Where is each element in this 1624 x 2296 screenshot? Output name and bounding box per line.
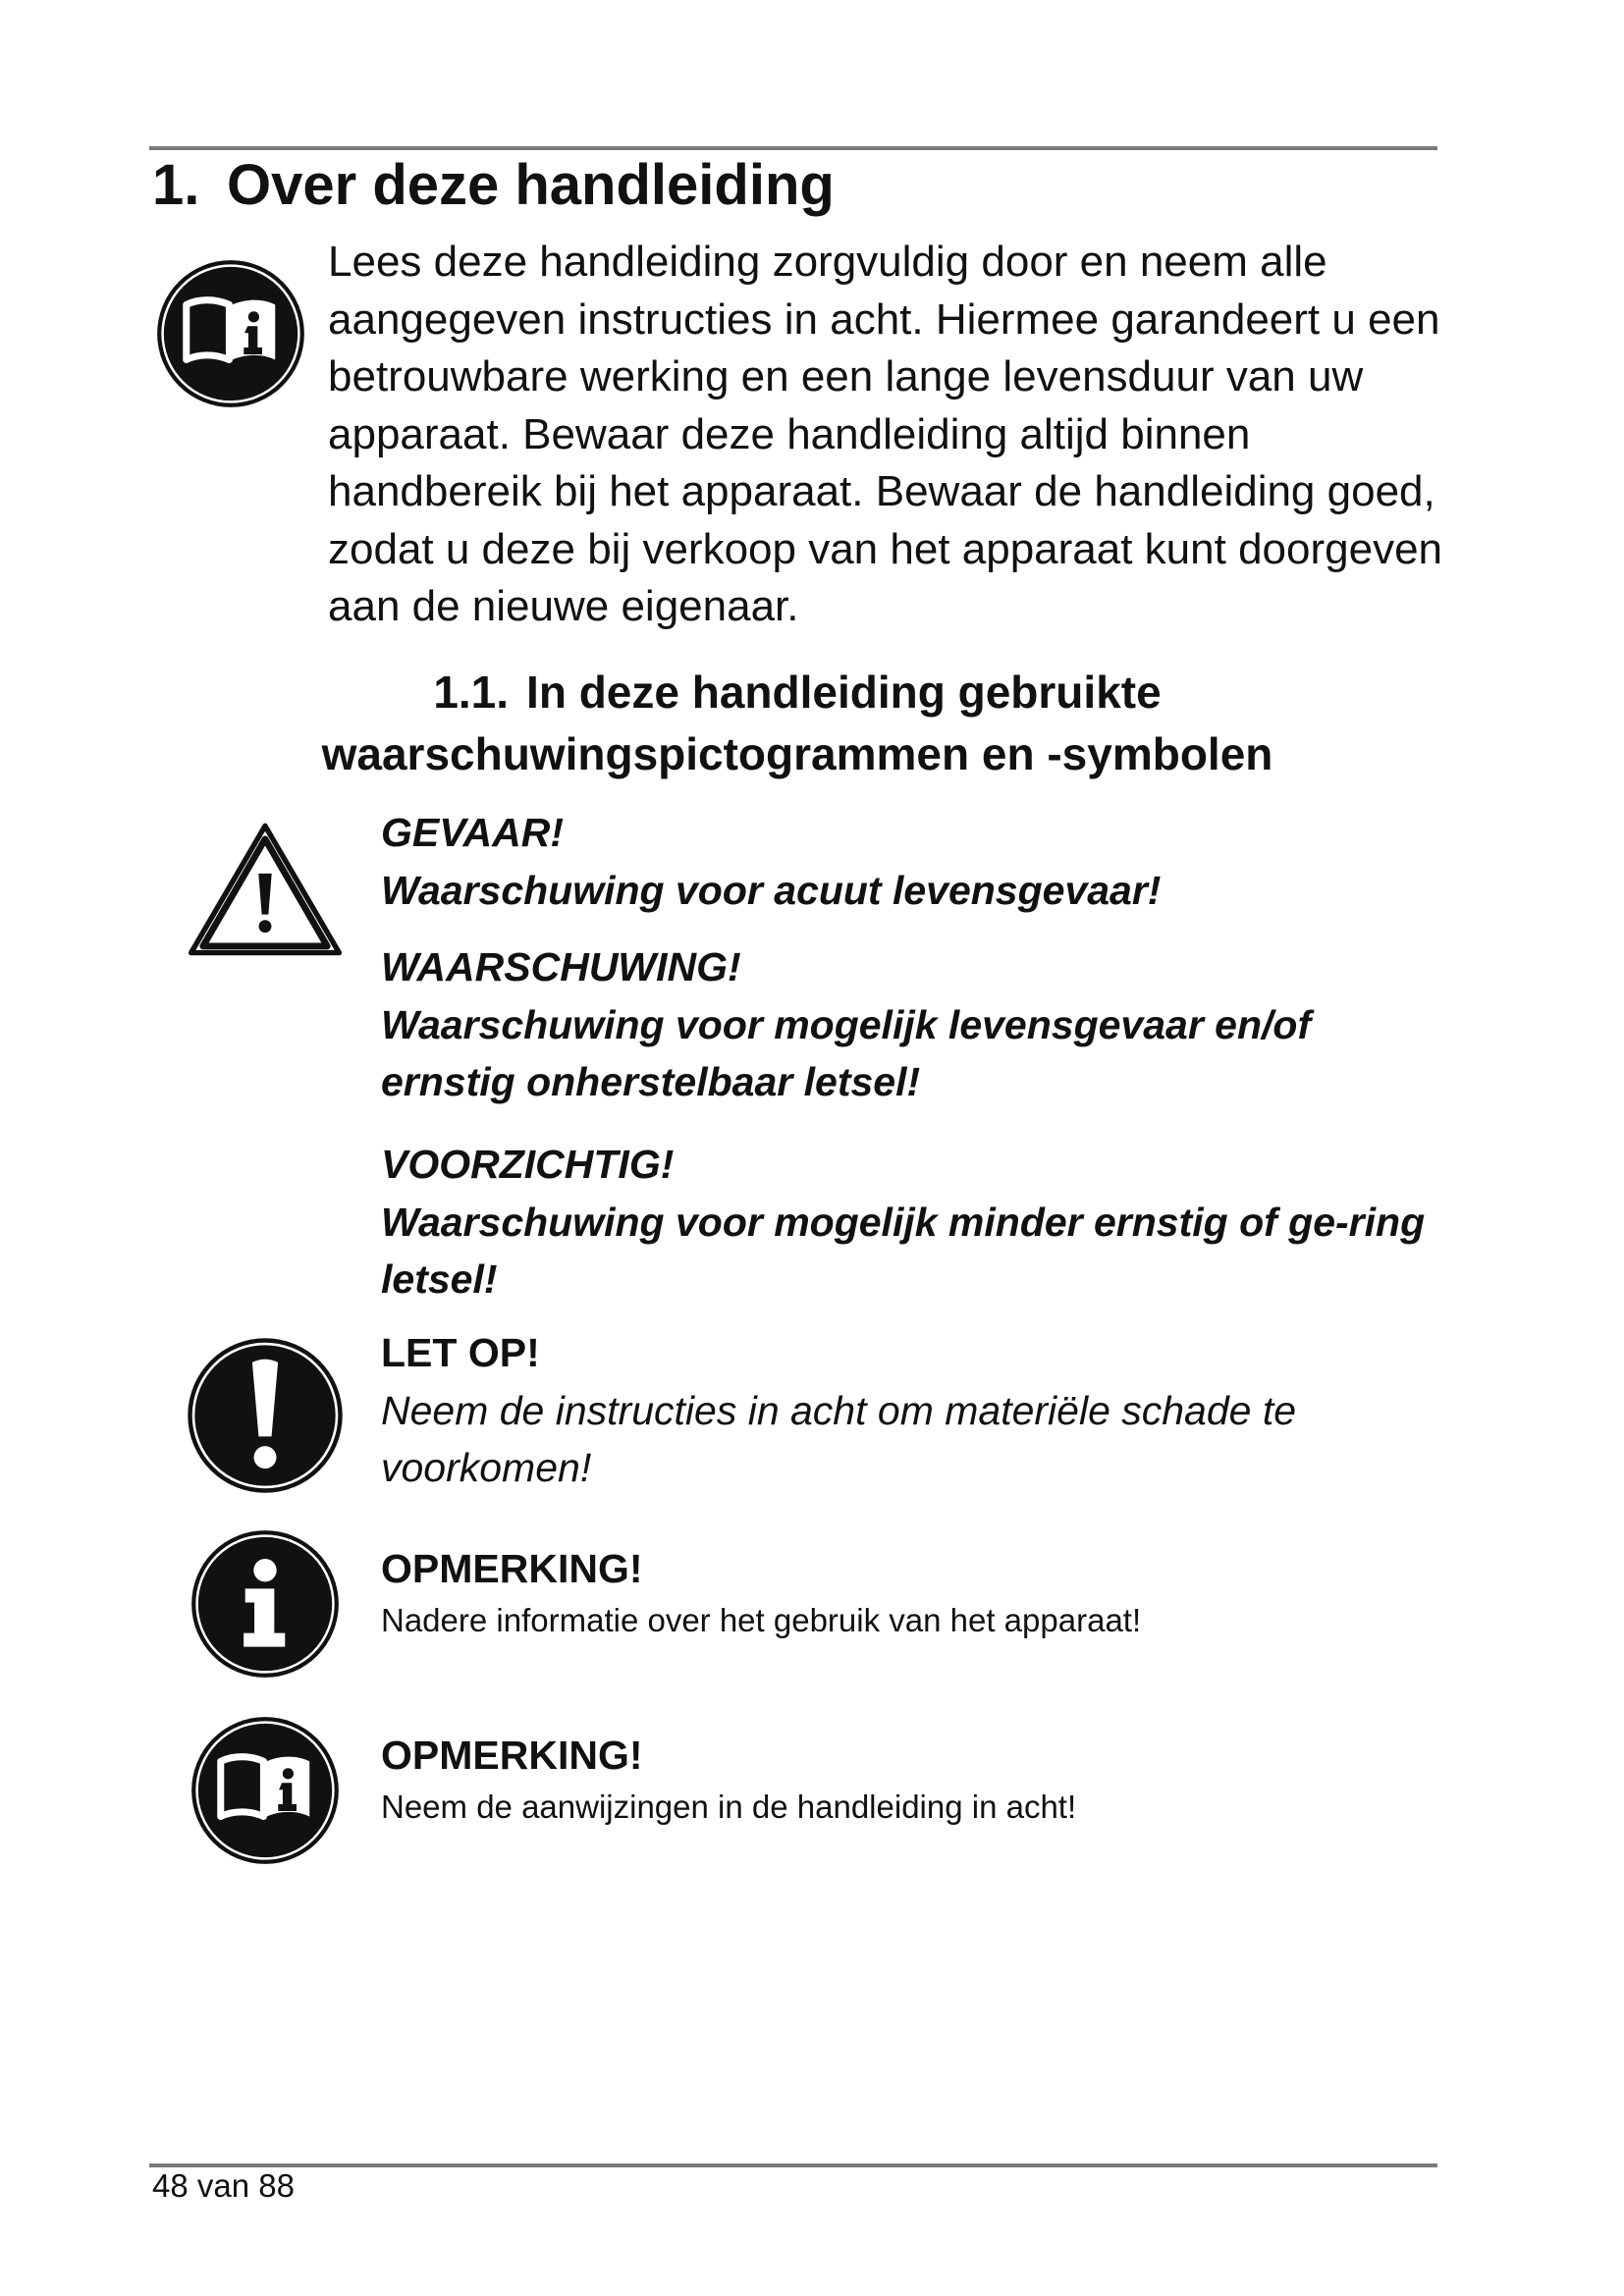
symbol-manual bbox=[381, 1726, 1441, 1830]
manual-info-icon bbox=[154, 257, 307, 410]
bottom-rule bbox=[149, 2163, 1437, 2167]
section-title: In deze handleiding gebruikte waarschuwingspictogrammen en -symbolen bbox=[321, 667, 1273, 779]
caution-label: VOORZICHTIG! bbox=[381, 1142, 675, 1187]
chapter-heading bbox=[152, 152, 835, 218]
info-text: Nadere informatie over het gebruik van het apparaat! bbox=[381, 1602, 1142, 1638]
symbol-warning bbox=[381, 937, 1441, 1110]
manual-label: OPMERKING! bbox=[381, 1733, 643, 1778]
section-heading bbox=[277, 662, 1318, 785]
chapter-number: 1. bbox=[152, 153, 200, 217]
warning-triangle-icon bbox=[185, 821, 346, 958]
danger-label: GEVAAR! bbox=[381, 810, 565, 855]
intro-paragraph: Lees deze handleiding zorgvuldig door en neem alle aangegeven instructies in acht. Hiermee garandeert u een betrouwbare werking en een lange levensduur van uw apparaat. Bewaar deze handleiding altijd binnen handbereik bij het apparaat. Bewaar de handleiding goed, zodat u deze bij verkoop van het apparaat kunt doorgeven aan de nieuwe eigenaar. bbox=[328, 238, 1443, 630]
warning-label: WAARSCHUWING! bbox=[381, 944, 741, 989]
symbol-notice bbox=[381, 1323, 1441, 1496]
symbol-info bbox=[381, 1539, 1441, 1643]
danger-text: Waarschuwing voor acuut levensgevaar! bbox=[381, 868, 1162, 913]
caution-text: Waarschuwing voor mogelijk minder ernstig of ge-ring letsel! bbox=[381, 1200, 1426, 1302]
symbol-danger bbox=[381, 803, 1441, 919]
top-rule bbox=[149, 146, 1437, 150]
symbol-caution bbox=[381, 1135, 1441, 1308]
info-circle-icon bbox=[189, 1527, 342, 1681]
chapter-title: Over deze handleiding bbox=[227, 153, 835, 217]
manual-info-icon bbox=[189, 1714, 342, 1867]
notice-text: Neem de instructies in acht om materiële schade te voorkomen! bbox=[381, 1388, 1297, 1490]
info-label: OPMERKING! bbox=[381, 1546, 643, 1591]
exclamation-circle-icon bbox=[185, 1335, 346, 1496]
notice-label: LET OP! bbox=[381, 1330, 540, 1375]
page-number: 48 van 88 bbox=[152, 2167, 295, 2204]
section-number: 1.1. bbox=[433, 667, 510, 718]
manual-text: Neem de aanwijzingen in de handleiding in acht! bbox=[381, 1789, 1077, 1825]
warning-text: Waarschuwing voor mogelijk levensgevaar en/of ernstig onherstelbaar letsel! bbox=[381, 1002, 1312, 1104]
